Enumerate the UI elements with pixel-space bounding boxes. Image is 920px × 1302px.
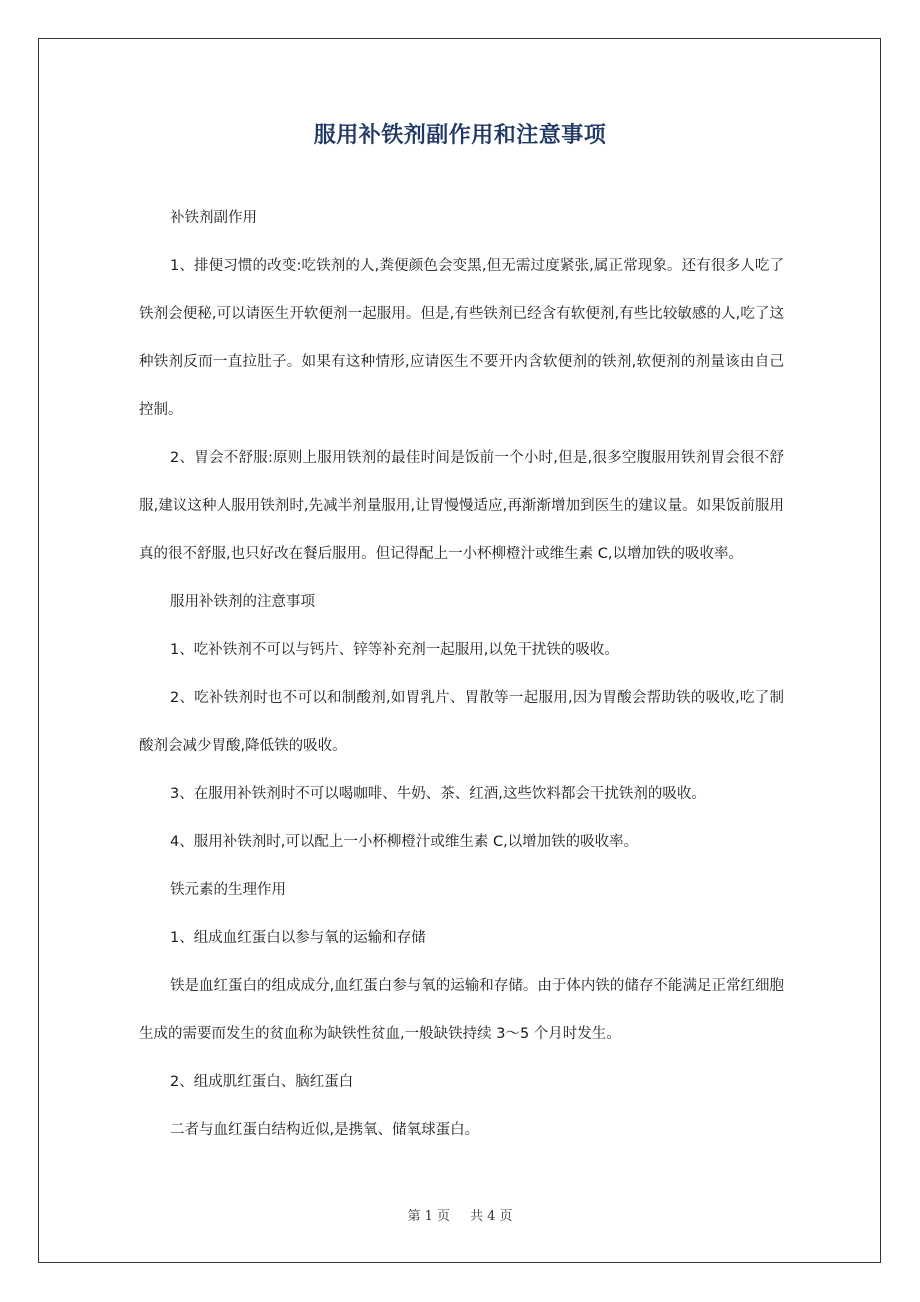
page-total: 共 4 页: [470, 1209, 513, 1224]
document-body: [139, 194, 784, 1154]
page-number: 第 1 页: [407, 1209, 450, 1224]
paragraph: 3、在服用补铁剂时不可以喝咖啡、牛奶、茶、红酒,这些饮料都会干扰铁剂的吸收。: [170, 786, 706, 802]
page-footer: [0, 1205, 920, 1224]
paragraph: 铁是血红蛋白的组成成分,血红蛋白参与氧的运输和存储。由于体内铁的储存不能满足正常红细胞生成的需要而发生的贫血称为缺铁性贫血,一般缺铁持续 3～5 个月时发生。: [139, 978, 784, 1042]
section-heading: 服用补铁剂的注意事项: [170, 594, 315, 610]
paragraph: 2、吃补铁剂时也不可以和制酸剂,如胃乳片、胃散等一起服用,因为胃酸会帮助铁的吸收,吃了制酸剂会减少胃酸,降低铁的吸收。: [139, 690, 784, 754]
section-heading: 铁元素的生理作用: [170, 882, 286, 898]
paragraph: 2、胃会不舒服:原则上服用铁剂的最佳时间是饭前一个小时,但是,很多空腹服用铁剂胃会很不舒服,建议这种人服用铁剂时,先减半剂量服用,让胃慢慢适应,再渐渐增加到医生的建议量。如果饭前服用真的很不舒服,也只好改在餐后服用。但记得配上一小杯柳橙汁或维生素 C,以增加铁的吸收率。: [139, 450, 784, 562]
paragraph: 4、服用补铁剂时,可以配上一小杯柳橙汁或维生素 C,以增加铁的吸收率。: [170, 834, 639, 850]
section-heading: 补铁剂副作用: [170, 210, 257, 226]
paragraph: 1、组成血红蛋白以参与氧的运输和存储: [170, 930, 426, 946]
paragraph: 1、吃补铁剂不可以与钙片、锌等补充剂一起服用,以免干扰铁的吸收。: [170, 642, 619, 658]
paragraph: 1、排便习惯的改变:吃铁剂的人,粪便颜色会变黑,但无需过度紧张,属正常现象。还有很多人吃了铁剂会便秘,可以请医生开软便剂一起服用。但是,有些铁剂已经含有软便剂,有些比较敏感的人,吃了这种铁剂反而一直拉肚子。如果有这种情形,应请医生不要开内含软便剂的铁剂,软便剂的剂量该由自己控制。: [139, 258, 784, 418]
document-title: 服用补铁剂副作用和注意事项: [313, 123, 607, 148]
paragraph: 2、组成肌红蛋白、脑红蛋白: [170, 1074, 354, 1090]
paragraph: 二者与血红蛋白结构近似,是携氧、储氧球蛋白。: [170, 1122, 480, 1138]
